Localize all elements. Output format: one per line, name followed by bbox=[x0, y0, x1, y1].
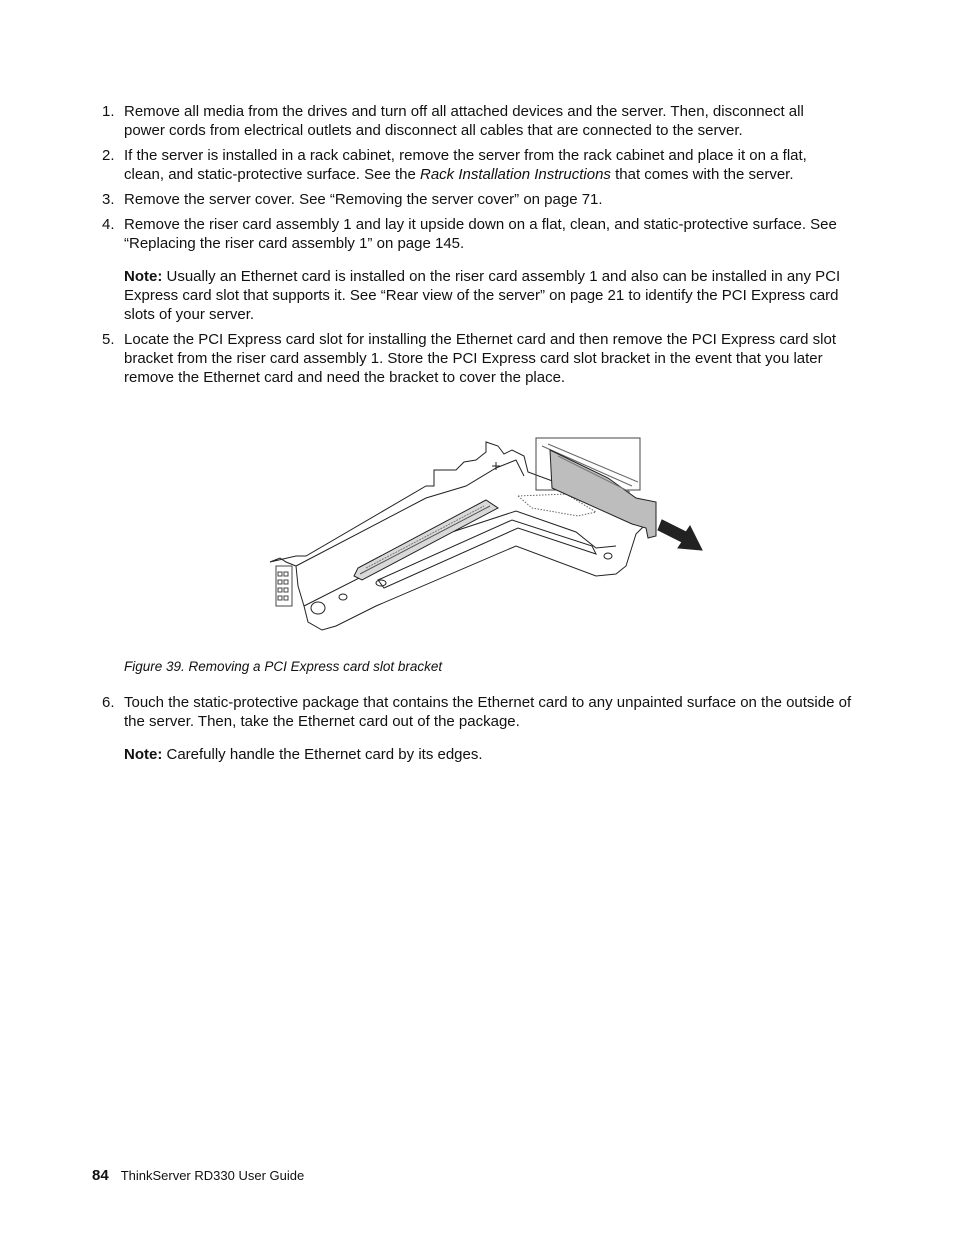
step-text: Touch the static-protective package that contains the Ethernet card to any unpainted surface on the outside of the server. Then, take the Ethernet card out of the package. bbox=[124, 694, 852, 730]
note bbox=[124, 745, 868, 764]
note-text: Carefully handle the Ethernet card by its edges. bbox=[166, 746, 483, 763]
document-title: ThinkServer RD330 User Guide bbox=[120, 1168, 305, 1183]
procedure-steps bbox=[102, 102, 846, 387]
riser-card-assembly bbox=[270, 438, 646, 630]
step-text: Locate the PCI Express card slot for installing the Ethernet card and then remove the PCI Express card slot bracket from the riser card assembly 1. Store the PCI Express card slot bracket in the event that you later remove the Ethernet card and need the bracket to cover the place. bbox=[124, 331, 837, 386]
step-text-part: that comes with the server. bbox=[610, 166, 794, 183]
step-5 bbox=[102, 330, 846, 387]
step-number: 2. bbox=[102, 147, 115, 164]
step-text: Remove all media from the drives and turn off all attached devices and the server. Then, disconnect all power cords from electrical outlets and disconnect all cables that are connected to the server. bbox=[124, 103, 804, 139]
riser-card-figure bbox=[266, 416, 706, 638]
step-3 bbox=[102, 190, 846, 209]
step-number: 6. bbox=[102, 694, 115, 711]
step-text-part: If the server is installed in a rack cabinet, remove the server from the rack cabinet and place it on a flat, clean, and static-protective surface. See the bbox=[124, 147, 807, 183]
figure-caption: Figure 39. Removing a PCI Express card slot bracket bbox=[124, 659, 443, 674]
note bbox=[124, 267, 846, 324]
note-text: Usually an Ethernet card is installed on the riser card assembly 1 and also can be installed in any PCI Express card slot that supports it. See “Rear view of the server” on page 21 to identify the PCI Express card slots of your server. bbox=[124, 268, 841, 323]
step-number: 3. bbox=[102, 191, 115, 208]
step-number: 5. bbox=[102, 331, 115, 348]
note-label: Note: bbox=[124, 268, 163, 285]
page-footer bbox=[92, 1166, 304, 1185]
page-number: 84 bbox=[92, 1167, 109, 1184]
step-text bbox=[124, 146, 846, 184]
step-1 bbox=[102, 102, 846, 140]
note-label: Note: bbox=[124, 746, 163, 763]
step-4 bbox=[102, 215, 846, 324]
step-6 bbox=[102, 693, 868, 764]
step-number: 1. bbox=[102, 103, 115, 120]
document-reference: Rack Installation Instructions bbox=[420, 166, 611, 183]
removal-arrow bbox=[658, 520, 702, 550]
step-2 bbox=[102, 146, 846, 184]
step-text: Remove the riser card assembly 1 and lay it upside down on a flat, clean, and static-protective surface. See “Replacing the riser card assembly 1” on page 145. bbox=[124, 216, 837, 252]
step-number: 4. bbox=[102, 216, 115, 233]
step-text: Remove the server cover. See “Removing the server cover” on page 71. bbox=[124, 191, 603, 208]
